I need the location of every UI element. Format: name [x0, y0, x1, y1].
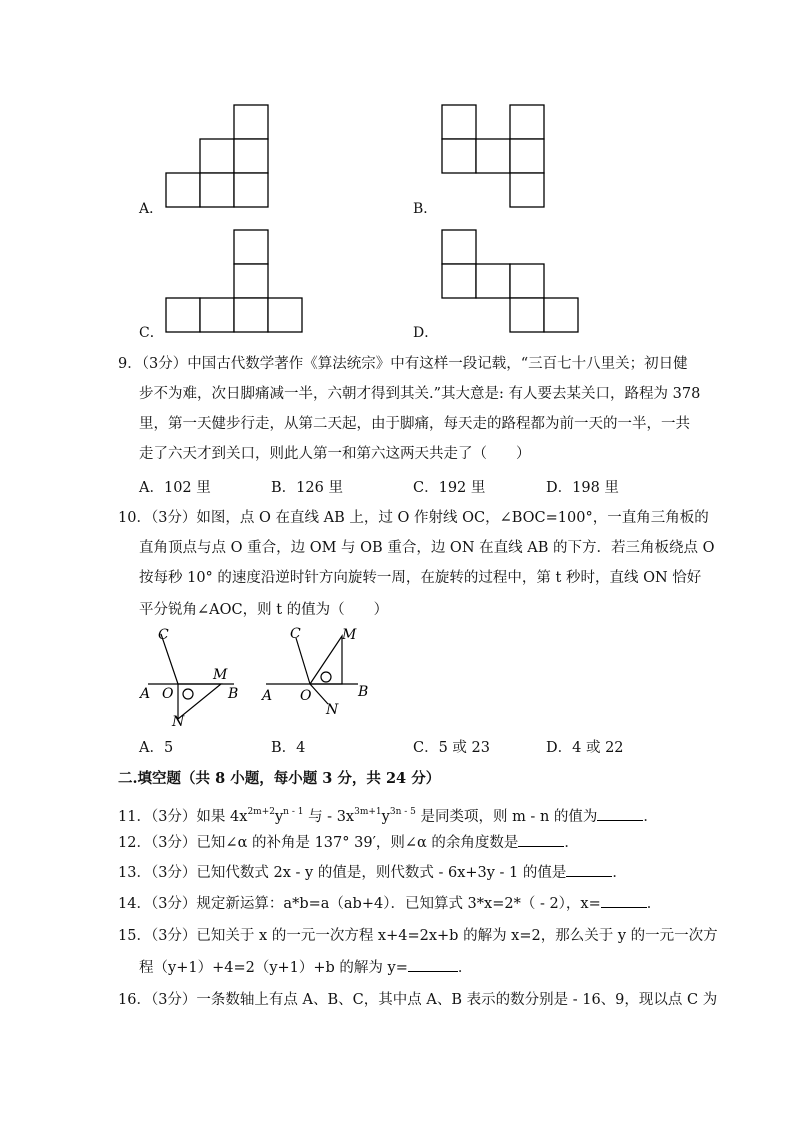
q10-fig2-label-c: C: [290, 626, 301, 642]
q10-fig1-label-a: A: [140, 686, 151, 702]
q10-line-3: 按每秒 10° 的速度沿逆时针方向旋转一周，在旋转的过程中，第 t 秒时，直线 ON 恰好: [139, 570, 702, 586]
q10-line-1: 10．（3分）如图，点 O 在直线 AB 上，过 O 作射线 OC，∠BOC=100°，一直角三角板的: [118, 510, 709, 526]
q13-answer-blank[interactable]: [566, 862, 612, 877]
q14-end: ．: [646, 896, 662, 912]
q9-option-c: C．192 里: [413, 480, 486, 496]
q12-text: 12．（3分）已知∠α 的补角是 137° 39′，则∠α 的余角度数是: [118, 835, 519, 851]
q12-answer-blank[interactable]: [518, 832, 564, 847]
q10-line-4: 平分锐角∠AOC，则 t 的值为（ ）: [139, 602, 389, 618]
q10-fig1-label-o: O: [162, 686, 174, 702]
q9-option-d: D．198 里: [546, 480, 619, 496]
q10-fig1-label-c: C: [158, 627, 169, 643]
q15-answer-blank[interactable]: [408, 957, 458, 972]
q14-text: 14．（3分）规定新运算：a*b=a（ab+4）．已知算式 3*x=2*（ - 2），x=: [118, 896, 601, 912]
q8-option-b-label: B．: [413, 201, 438, 217]
q15-end: ．: [457, 960, 473, 976]
q12-end: ．: [564, 835, 579, 851]
q10-option-d: D．4 或 22: [546, 740, 624, 756]
q11-mid-2: 与 - 3x: [303, 809, 355, 825]
q15-line-2: [139, 957, 472, 978]
q8-figure-c: [164, 229, 304, 335]
q8-option-c-label: C．: [139, 325, 164, 341]
q11-sup-2: n - 1: [283, 807, 304, 817]
q11-suffix: 是同类项，则 m - n 的值为: [415, 809, 598, 825]
q13-text: 13．（3分）已知代数式 2x - y 的值是，则代数式 - 6x+3y - 1 的值是: [118, 865, 567, 881]
q10-fig2-label-o: O: [300, 688, 312, 704]
q10-fig2-label-a: A: [262, 688, 273, 704]
q10-figure-2: [258, 622, 378, 718]
q9-line-4: 走了六天才到关口，则此人第一和第六这两天共走了（ ）: [139, 446, 531, 462]
q10-figure-1: [132, 622, 252, 730]
q10-option-b: B．4: [271, 740, 306, 756]
q9-line-3: 里，第一天健步行走，从第二天起，由于脚痛，每天走的路程都为前一天的一半，一共: [139, 416, 690, 432]
q11-sup-1: 2m+2: [247, 807, 275, 817]
q11-sup-3: 3m+1: [354, 807, 382, 817]
q14-line: [118, 893, 661, 914]
q15-line-1: 15．（3分）已知关于 x 的一元一次方程 x+4=2x+b 的解为 x=2，那么关于 y 的一元一次方: [118, 928, 718, 944]
q9-line-1: 9．（3分）中国古代数学著作《算法统宗》中有这样一段记载，“三百七十八里关；初日健: [118, 356, 688, 372]
section-2-title: 二.填空题（共 8 小题，每小题 3 分，共 24 分）: [118, 770, 441, 787]
q14-answer-blank[interactable]: [601, 893, 647, 908]
q13-end: ．: [612, 865, 627, 881]
q11-mid-3: y: [381, 809, 390, 825]
q10-fig2-label-m: M: [342, 627, 357, 643]
q11-sup-4: 3n - 5: [389, 807, 416, 817]
q9-option-a: A．102 里: [139, 480, 211, 496]
q9-option-b: B．126 里: [271, 480, 343, 496]
q10-option-c: C．5 或 23: [413, 740, 490, 756]
q11-mid-1: y: [274, 809, 284, 825]
q12-line: [118, 832, 579, 853]
q10-line-2: 直角顶点与点 O 重合，边 OM 与 OB 重合，边 ON 在直线 AB 的下方．若三角板绕点 O: [139, 540, 715, 556]
q11-end: ．: [643, 809, 658, 825]
q10-fig2-label-n: N: [326, 702, 339, 718]
q8-option-a-label: A．: [139, 201, 164, 217]
q15-text: 程（y+1）+4=2（y+1）+b 的解为 y=: [139, 960, 408, 976]
q10-fig1-label-m: M: [213, 667, 228, 683]
q8-figure-d: [440, 229, 580, 335]
q13-line: [118, 862, 627, 883]
q10-fig2-label-b: B: [358, 684, 369, 700]
q11-answer-blank[interactable]: [597, 806, 643, 821]
q10-option-a: A．5: [139, 740, 174, 756]
q10-fig1-label-n: N: [172, 714, 185, 730]
q9-line-2: 步不为难，次日脚痛减一半，六朝才得到其关.”其大意是: 有人要去某关口，路程为 378: [139, 386, 701, 402]
q8-figure-b: [440, 104, 546, 210]
q8-option-d-label: D．: [413, 325, 439, 341]
q11-line: [118, 802, 658, 827]
q10-fig1-label-b: B: [228, 686, 239, 702]
q8-figure-a: [164, 104, 270, 210]
q11-prefix: 11．（3分）如果 4x: [118, 809, 248, 825]
q16-line-1: 16．（3分）一条数轴上有点 A、B、C，其中点 A、B 表示的数分别是 - 16、9，现以点 C 为: [118, 992, 718, 1008]
